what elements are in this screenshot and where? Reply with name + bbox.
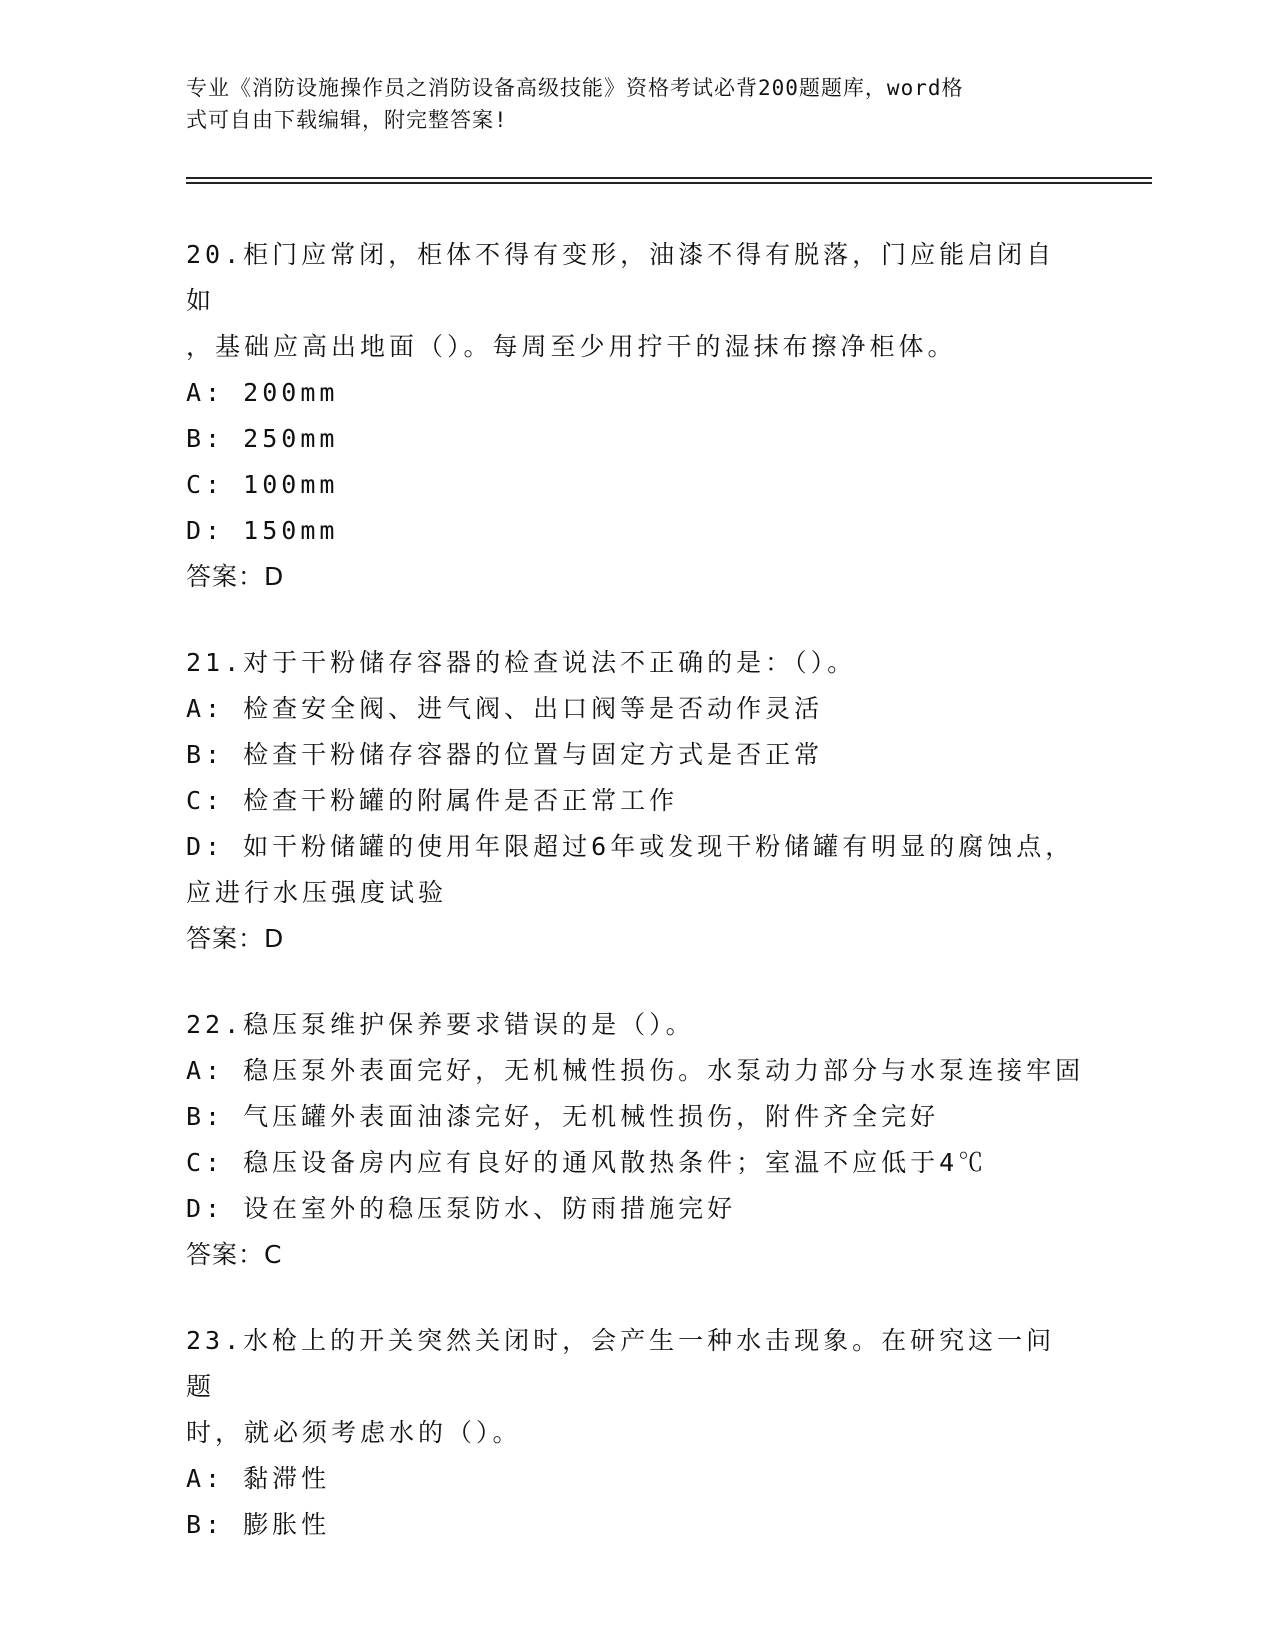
header-line-2: 式可自由下载编辑，附完整答案! [186,108,508,132]
option-b [186,1502,1086,1548]
option-text: 稳压泵外表面完好，无机械性损伤。水泵动力部分与水泵连接牢固 [243,1056,1085,1085]
option-letter: C: [186,470,225,499]
option-c [186,462,1086,508]
option-c [186,778,1086,824]
option-d [186,1186,1086,1232]
option-text: 检查干粉罐的附属件是否正常工作 [243,786,679,815]
option-d [186,508,1086,554]
option-letter: C: [186,786,225,815]
option-d [186,824,1086,870]
option-text: 100mm [243,470,339,499]
option-a [186,686,1086,732]
option-text: 检查安全阀、进气阀、出口阀等是否动作灵活 [243,694,824,723]
question-20 [186,232,1086,600]
option-a [186,1048,1086,1094]
option-text: 稳压设备房内应有良好的通风散热条件；室温不应低于4℃ [243,1148,988,1177]
header-divider-bottom [186,182,1152,184]
option-b [186,416,1086,462]
option-text: 检查干粉储存容器的位置与固定方式是否正常 [243,740,824,769]
question-text-line: 23.水枪上的开关突然关闭时，会产生一种水击现象。在研究这一问题 [186,1326,1056,1401]
question-text-line: 20.柜门应常闭，柜体不得有变形，油漆不得有脱落，门应能启闭自如 [186,240,1056,315]
option-a [186,370,1086,416]
option-a [186,1456,1086,1502]
question-23 [186,1318,1086,1548]
option-letter: B: [186,1510,225,1539]
option-text: 150mm [243,516,339,545]
option-letter: A: [186,1464,225,1493]
answer-line: 答案：D [186,562,285,591]
option-letter: D: [186,832,225,861]
option-d-continued [186,870,1086,916]
answer-line: 答案：C [186,1240,283,1269]
option-letter: A: [186,1056,225,1085]
option-text: 膨胀性 [243,1510,331,1539]
option-b [186,1094,1086,1140]
option-letter: A: [186,694,225,723]
option-b [186,732,1086,778]
question-text-line: 22.稳压泵维护保养要求错误的是（）。 [186,1010,695,1039]
option-text: 黏滞性 [243,1464,331,1493]
question-text-line: ，基础应高出地面（）。每周至少用拧干的湿抹布擦净柜体。 [186,332,957,361]
question-21 [186,640,1086,962]
question-list [186,232,1086,1588]
option-letter: B: [186,424,225,453]
option-letter: B: [186,1102,225,1131]
option-c [186,1140,1086,1186]
option-letter: D: [186,1194,225,1223]
question-text-line: 21.对于干粉储存容器的检查说法不正确的是：（）。 [186,648,857,677]
header-divider-top [186,177,1152,179]
question-text-line: 时，就必须考虑水的（）。 [186,1418,522,1447]
option-letter: C: [186,1148,225,1177]
option-text: 设在室外的稳压泵防水、防雨措施完好 [243,1194,737,1223]
option-text: 应进行水压强度试验 [186,878,448,907]
option-letter: D: [186,516,225,545]
option-text: 250mm [243,424,339,453]
option-text: 200mm [243,378,339,407]
question-22 [186,1002,1086,1278]
option-letter: B: [186,740,225,769]
document-header [186,72,1066,136]
option-text: 气压罐外表面油漆完好，无机械性损伤，附件齐全完好 [243,1102,940,1131]
option-text: 如干粉储罐的使用年限超过6年或发现干粉储罐有明显的腐蚀点， [243,832,1075,861]
answer-line: 答案：D [186,924,285,953]
option-letter: A: [186,378,225,407]
header-line-1: 专业《消防设施操作员之消防设备高级技能》资格考试必背200题题库，word格 [186,76,964,100]
